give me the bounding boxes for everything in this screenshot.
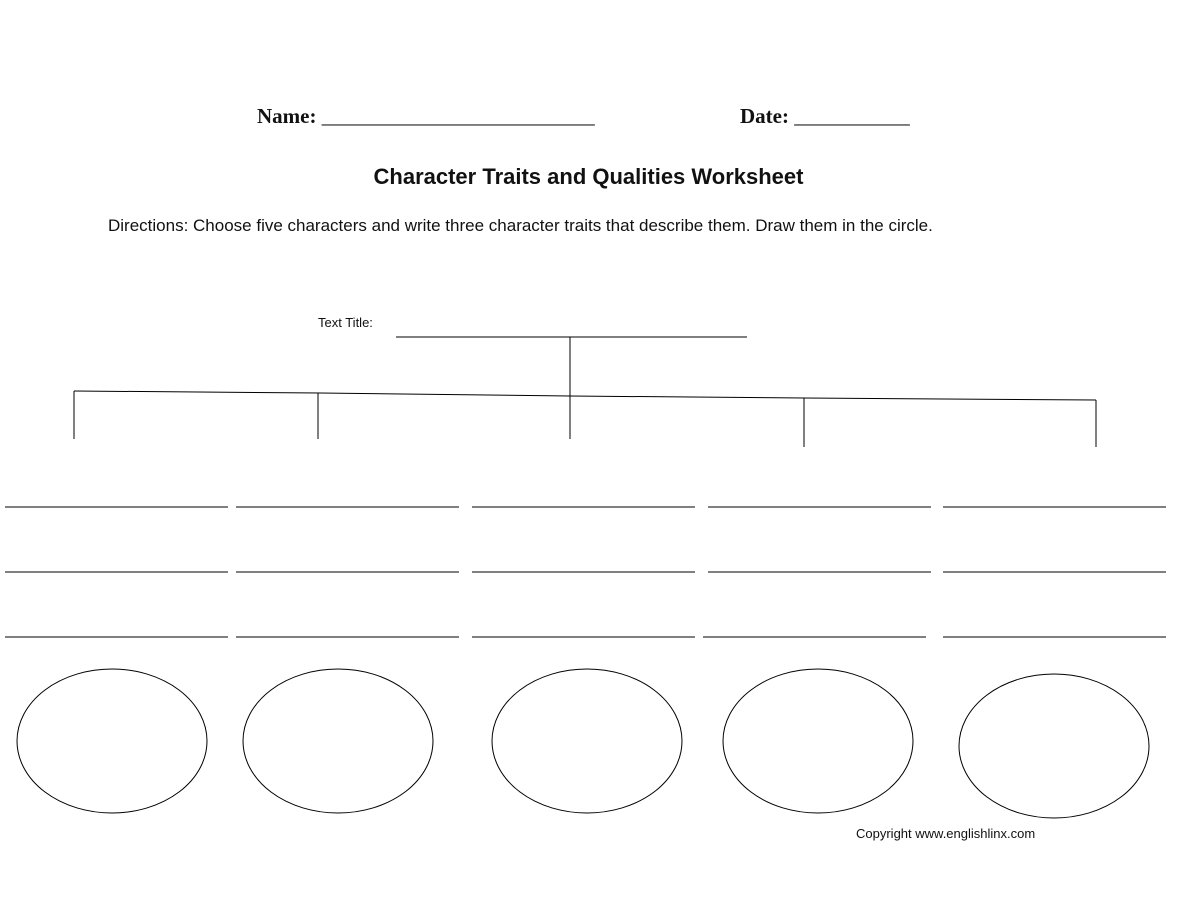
worksheet-title: Character Traits and Qualities Worksheet (373, 164, 804, 189)
name-blank[interactable]: __________________________ (321, 104, 595, 128)
date-label: Date: (740, 104, 789, 128)
text-title-label: Text Title: (318, 315, 373, 330)
date-blank[interactable]: ___________ (794, 104, 910, 128)
branch-connector (74, 391, 1096, 400)
drawing-circle-5[interactable] (959, 674, 1149, 818)
drawing-circle-1[interactable] (17, 669, 207, 813)
drawing-circle-3[interactable] (492, 669, 682, 813)
drawing-circle-2[interactable] (243, 669, 433, 813)
directions-text: Directions: Choose five characters and write three character traits that describe them. Draw them in the circle. (108, 216, 933, 235)
name-label: Name: (257, 104, 317, 128)
copyright-text: Copyright www.englishlinx.com (856, 826, 1036, 841)
drawing-circle-4[interactable] (723, 669, 913, 813)
